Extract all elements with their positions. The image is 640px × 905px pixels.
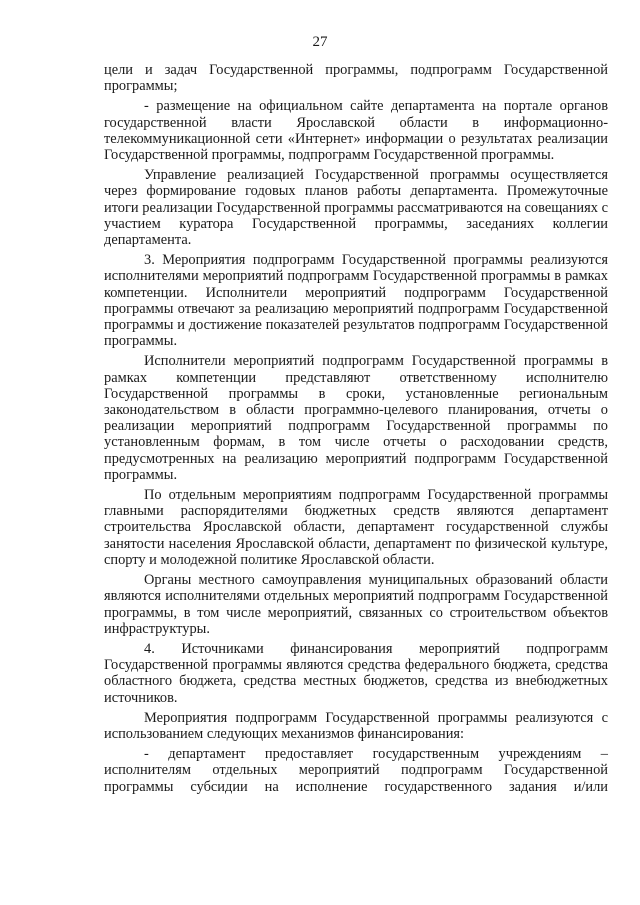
paragraph-management: Управление реализацией Государственной программы осуществляется через формирование годовых планов работы департамента. Промежуточные итоги реализации Государственной программы рассматриваются на совещаниях с участием куратора Государственной программы, заседаниях коллегии департамента. (104, 167, 608, 249)
page-number: 27 (312, 34, 328, 50)
paragraph-local-government: Органы местного самоуправления муниципальных образований области являются исполнителями отдельных мероприятий подпрограмм Государственной программы, в том числе мероприятий, связанных со строительством объектов инфраструктуры. (104, 572, 608, 637)
paragraph-financing-mechanisms: Мероприятия подпрограмм Государственной программы реализуются с использованием следующих механизмов финансирования: (104, 709, 608, 742)
paragraph-subsidies: - департамент предоставляет государственным учреждениям – исполнителям отдельных мероприятий подпрограмм Государственной программы субсидии на исполнение государственного задания и/или (104, 746, 608, 795)
paragraph-website-info: - размещение на официальном сайте департамента на портале органов государственной власти Ярославской области в информационно-телекоммуникационной сети «Интернет» информации о результатах реализации Государственной программы, подпрограмм Государственной программы. (104, 98, 608, 164)
document-body (104, 62, 608, 799)
paragraph-section-4: 4. Источниками финансирования мероприятий подпрограмм Государственной программы являются средства федерального бюджета, средства областного бюджета, средства местных бюджетов, средства из внебюджетных источников. (104, 640, 608, 706)
paragraph-continuation: цели и задач Государственной программы, подпрограмм Государственной программы; (104, 62, 608, 95)
paragraph-budget-administrators: По отдельным мероприятиям подпрограмм Государственной программы главными распорядителями бюджетных средств являются департамент строительства Ярославской области, департамент государственной службы занятости населения Ярославской области, департамент по физической культуре, спорту и молодежной политике Ярославской области. (104, 487, 608, 568)
paragraph-section-3: 3. Мероприятия подпрограмм Государственной программы реализуются исполнителями мероприятий подпрограмм Государственной программы в рамках компетенции. Исполнители мероприятий подпрограмм Государственной программы отвечают за реализацию мероприятий подпрограмм Государственной программы и достижение показателей результатов подпрограмм Государственной программы. (104, 252, 608, 350)
paragraph-executors-reports: Исполнители мероприятий подпрограмм Государственной программы в рамках компетенции представляют ответственному исполнителю Государственной программы в сроки, установленные региональным законодательством в области программно-целевого планирования, отчеты о реализации мероприятий подпрограмм Государственной программы по установленным формам, в том числе отчеты о расходовании средств, предусмотренных на реализацию мероприятий подпрограмм Государственной программы. (104, 353, 608, 483)
